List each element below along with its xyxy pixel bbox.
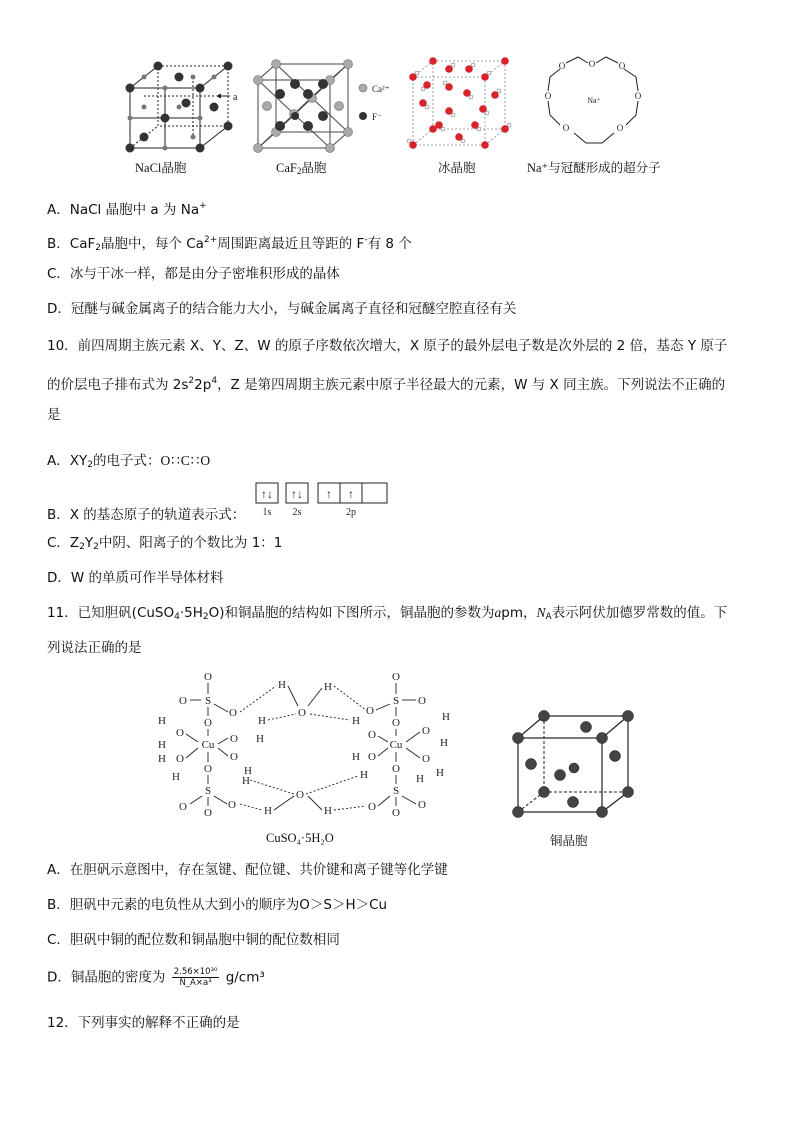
q11-stem-line-1: 11．已知胆矾(CuSO4·5H2O)和铜晶胞的结构如下图所示，铜晶胞的参数为apm，NA表示阿伏加德罗常数的值。下: [47, 605, 728, 622]
q10-option-d: D．W 的单质可作半导体材料: [47, 570, 224, 586]
density-fraction: $\frac{\text{2.56×10³⁰}}{\text{N\_A×a³}}$: [173, 967, 218, 988]
q10-stem-line-1: 10．前四周期主族元素 X、Y、Z、W 的原子序数依次增大，X 原子的最外层电子数是次外层的 2 倍，基态 Y 原子: [47, 338, 728, 354]
svg-text:H: H: [244, 765, 252, 777]
svg-text:O: O: [422, 725, 430, 737]
svg-text:O: O: [296, 789, 304, 801]
cuso4-structure-figure: [150, 668, 450, 826]
caf2-cell-figure: [250, 58, 400, 153]
co2-electron-formula: O∷C∷O: [160, 453, 212, 468]
svg-text:O: O: [366, 705, 374, 717]
q9-option-d: D．冠醚与碱金属离子的结合能力大小，与碱金属离子直径和冠醚空腔直径有关: [47, 301, 517, 317]
svg-text:O: O: [230, 751, 238, 763]
q10-option-c: C．Z2Y2中阴、阳离子的个数比为 1：1: [47, 535, 283, 552]
crown-o-2: O: [558, 61, 566, 71]
svg-text:O: O: [176, 753, 184, 765]
q10-stem-line-3: 是: [47, 407, 61, 423]
svg-text:O: O: [230, 733, 238, 745]
svg-text:H: H: [278, 679, 286, 691]
orbital-1s-arrows: ↑↓: [261, 487, 273, 501]
svg-text:Cu: Cu: [389, 739, 403, 751]
caf2-legend-ca: Ca²⁺: [372, 84, 390, 94]
q11-stem-line-2: 列说法正确的是: [47, 640, 142, 656]
nacl-label-a: a: [233, 92, 238, 103]
crown-o-5: O: [634, 91, 642, 101]
svg-text:Cu: Cu: [201, 739, 215, 751]
svg-text:O: O: [176, 727, 184, 739]
orbital-diagram: [255, 482, 395, 518]
svg-text:H: H: [172, 771, 180, 783]
svg-text:H: H: [264, 805, 272, 817]
svg-text:H: H: [242, 775, 250, 787]
svg-text:O: O: [418, 799, 426, 811]
nacl-cell-figure: [118, 58, 248, 153]
svg-text:H: H: [440, 737, 448, 749]
svg-text:O: O: [204, 763, 212, 775]
svg-text:H: H: [258, 715, 266, 727]
svg-text:O: O: [179, 801, 187, 813]
orbital-label-1s: 1s: [262, 507, 272, 518]
svg-text:O: O: [368, 751, 376, 763]
cuso4-caption: CuSO₄·5H₂O: [266, 831, 334, 845]
orbital-2s-arrows: ↑↓: [291, 487, 303, 501]
svg-text:H: H: [324, 805, 332, 817]
q12-stem: 12．下列事实的解释不正确的是: [47, 1015, 240, 1031]
q10-option-b: B．X 的基态原子的轨道表示式：: [47, 507, 246, 523]
svg-text:S: S: [392, 785, 400, 797]
svg-text:H: H: [352, 751, 360, 763]
caf2-caption: CaF2晶胞: [276, 161, 327, 176]
svg-text:O: O: [422, 753, 430, 765]
q9-option-a: A．NaCl 晶胞中 a 为 Na+: [47, 201, 207, 218]
q11-option-c: C．胆矾中铜的配位数和铜晶胞中铜的配位数相同: [47, 932, 340, 948]
svg-text:S: S: [204, 695, 212, 707]
svg-text:H: H: [324, 681, 332, 693]
svg-text:O: O: [204, 717, 212, 729]
orbital-2p-2-arrow: ↑: [348, 487, 354, 501]
q9-option-c: C．冰与干冰一样，都是由分子密堆积形成的晶体: [47, 266, 340, 282]
q9-option-b: B．CaF2晶胞中，每个 $Ca^{2+}$周围距离最近且等距的 F-有 8 个: [47, 235, 412, 253]
svg-text:H: H: [158, 739, 166, 751]
svg-text:H: H: [360, 769, 368, 781]
svg-text:H: H: [158, 715, 166, 727]
crown-o-3: O: [618, 61, 626, 71]
ice-cell-figure: [405, 55, 515, 150]
q10-option-a: A．XY2的电子式：O∷C∷O: [47, 453, 212, 470]
crown-o-1: O: [588, 59, 596, 69]
caf2-legend-f: F⁻: [372, 112, 382, 122]
q11-option-b: B．胆矾中元素的电负性从大到小的顺序为O＞S＞H＞Cu: [47, 897, 388, 913]
svg-text:H: H: [256, 733, 264, 745]
svg-text:S: S: [204, 785, 212, 797]
ice-caption: 冰晶胞: [438, 161, 476, 175]
svg-text:H: H: [158, 753, 166, 765]
crown-caption: Na⁺与冠醚形成的超分子: [527, 161, 661, 175]
svg-text:S: S: [392, 695, 400, 707]
q10-stem-line-2: 的价层电子排布式为 $2s^22p^4$，Z 是第四周期主族元素中原子半径最大的元素，W 与 X 同主族。下列说法不正确的: [47, 376, 726, 393]
crown-o-6: O: [562, 123, 570, 133]
svg-text:H: H: [416, 773, 424, 785]
svg-text:O: O: [179, 695, 187, 707]
svg-text:O: O: [368, 729, 376, 741]
orbital-label-2p: 2p: [346, 507, 356, 518]
svg-text:O: O: [368, 801, 376, 813]
crown-o-7: O: [616, 123, 624, 133]
copper-cell-figure: [508, 710, 638, 820]
orbital-label-2s: 2s: [292, 507, 302, 518]
svg-text:O: O: [392, 807, 400, 819]
q11-option-d: D．铜晶胞的密度为 $\frac{\text{2.56×10³⁰}}{\text{N\_A×a³}}$ g/cm³: [47, 967, 265, 988]
svg-text:O: O: [228, 799, 236, 811]
svg-text:O: O: [229, 707, 237, 719]
crown-ether-figure: [538, 55, 648, 150]
svg-text:O: O: [392, 763, 400, 775]
copper-cell-caption: 铜晶胞: [550, 834, 588, 848]
nacl-caption: NaCl晶胞: [135, 161, 187, 175]
crown-o-4: O: [544, 91, 552, 101]
crown-na: Na⁺: [587, 96, 601, 105]
q11-option-a: A．在胆矾示意图中，存在氢键、配位键、共价键和离子键等化学键: [47, 862, 448, 878]
svg-text:O: O: [392, 717, 400, 729]
svg-text:O: O: [204, 807, 212, 819]
svg-text:O: O: [204, 671, 212, 683]
svg-text:H: H: [436, 767, 444, 779]
svg-text:O: O: [298, 707, 306, 719]
svg-text:H: H: [352, 715, 360, 727]
svg-text:O: O: [418, 695, 426, 707]
svg-text:O: O: [392, 671, 400, 683]
orbital-2p-1-arrow: ↑: [326, 487, 332, 501]
svg-text:H: H: [442, 711, 450, 723]
